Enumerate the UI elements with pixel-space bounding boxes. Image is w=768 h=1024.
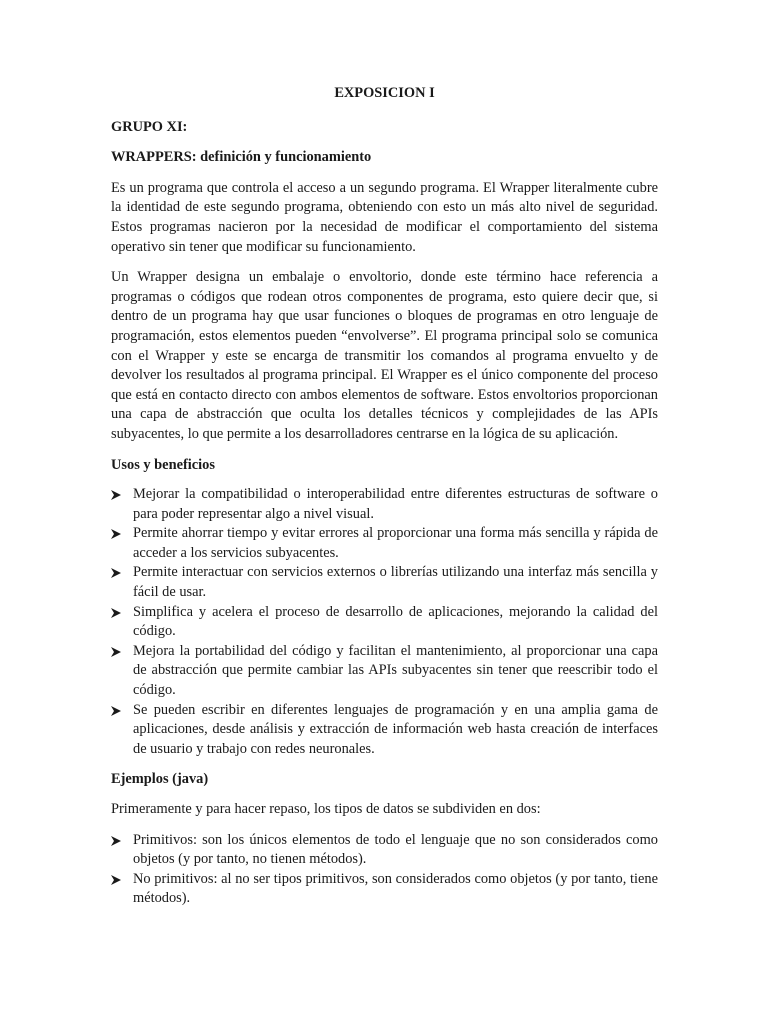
list-item bbox=[111, 603, 658, 642]
uses-heading: Usos y beneficios bbox=[111, 456, 215, 473]
list-item-text: Mejora la portabilidad del código y facilitan el mantenimiento, al proporcionar una capa de abstracción que permite cambiar las APIs subyacentes sin tener que reescribir todo el código. bbox=[133, 642, 658, 699]
arrow-bullet-icon bbox=[111, 647, 121, 657]
list-item-text: Simplifica y acelera el proceso de desarrollo de aplicaciones, mejorando la calidad del código. bbox=[133, 603, 658, 640]
list-item bbox=[111, 642, 658, 701]
arrow-bullet-icon bbox=[111, 568, 121, 578]
list-item-text: Permite interactuar con servicios externos o librerías utilizando una interfaz más sencilla y fácil de usar. bbox=[133, 564, 658, 601]
arrow-bullet-icon bbox=[111, 836, 121, 846]
paragraph-definition: Es un programa que controla el acceso a un segundo programa. El Wrapper literalmente cubre la identidad de este segundo programa, obteniendo con esto un más alto nivel de seguridad. Estos programas nacieron por la necesidad de modificar el comportamiento del sistema operativo sin tener que modificar su funcionamiento. bbox=[111, 179, 658, 255]
list-item-text: Se pueden escribir en diferentes lenguajes de programación y en una amplia gama de aplicaciones, desde análisis y extracción de información web hasta creación de interfaces de usuario y trabajo con redes neuronales. bbox=[133, 701, 658, 757]
examples-heading: Ejemplos (java) bbox=[111, 771, 209, 788]
list-item bbox=[111, 701, 658, 760]
arrow-bullet-icon bbox=[111, 875, 121, 885]
examples-intro: Primeramente y para hacer repaso, los tipos de datos se subdividen en dos: bbox=[111, 801, 541, 817]
list-item-text: Primitivos: son los únicos elementos de todo el lenguaje que no son considerados como objetos (y por tanto, no tienen métodos). bbox=[133, 831, 658, 868]
list-item-text: Permite ahorrar tiempo y evitar errores al proporcionar una forma más sencilla y rápida de acceder a los servicios subyacentes. bbox=[133, 525, 658, 561]
list-item bbox=[111, 524, 658, 563]
paragraph-envoltorio: Un Wrapper designa un embalaje o envoltorio, donde este término hace referencia a programas o códigos que rodean otros componentes de programa, esto quiere decir que, si dentro de un programa hay que usar funciones o bloques de programas en otro lenguaje de programación, estos elementos pueden “envolverse”. El programa principal solo se comunica con el Wrapper y este se encarga de transmitir los comandos al programa envuelto y de devolver los resultados al programa principal. El Wrapper es el único componente del proceso que está en contacto directo con ambos elementos de software. Estos envoltorios proporcionan una capa de abstracción que oculta los detalles técnicos y complejidades de las APIs subyacentes, lo que permite a los desarrolladores centrarse en la lógica de su aplicación. bbox=[111, 269, 658, 442]
list-item bbox=[111, 870, 658, 909]
examples-list bbox=[111, 831, 658, 909]
arrow-bullet-icon bbox=[111, 490, 121, 500]
list-item bbox=[111, 563, 658, 602]
list-item bbox=[111, 485, 658, 524]
list-item-text: Mejorar la compatibilidad o interoperabilidad entre diferentes estructuras de software o para poder representar algo a nivel visual. bbox=[133, 486, 658, 522]
group-heading: GRUPO XI: bbox=[111, 118, 188, 135]
arrow-bullet-icon bbox=[111, 608, 121, 618]
section-heading: WRAPPERS: definición y funcionamiento bbox=[111, 149, 372, 166]
list-item-text: No primitivos: al no ser tipos primitivos, son considerados como objetos (y por tanto, tiene métodos). bbox=[133, 870, 658, 907]
list-item bbox=[111, 831, 658, 870]
arrow-bullet-icon bbox=[111, 529, 121, 539]
uses-list bbox=[111, 485, 658, 759]
arrow-bullet-icon bbox=[111, 706, 121, 716]
document-title: EXPOSICION I bbox=[334, 85, 435, 101]
